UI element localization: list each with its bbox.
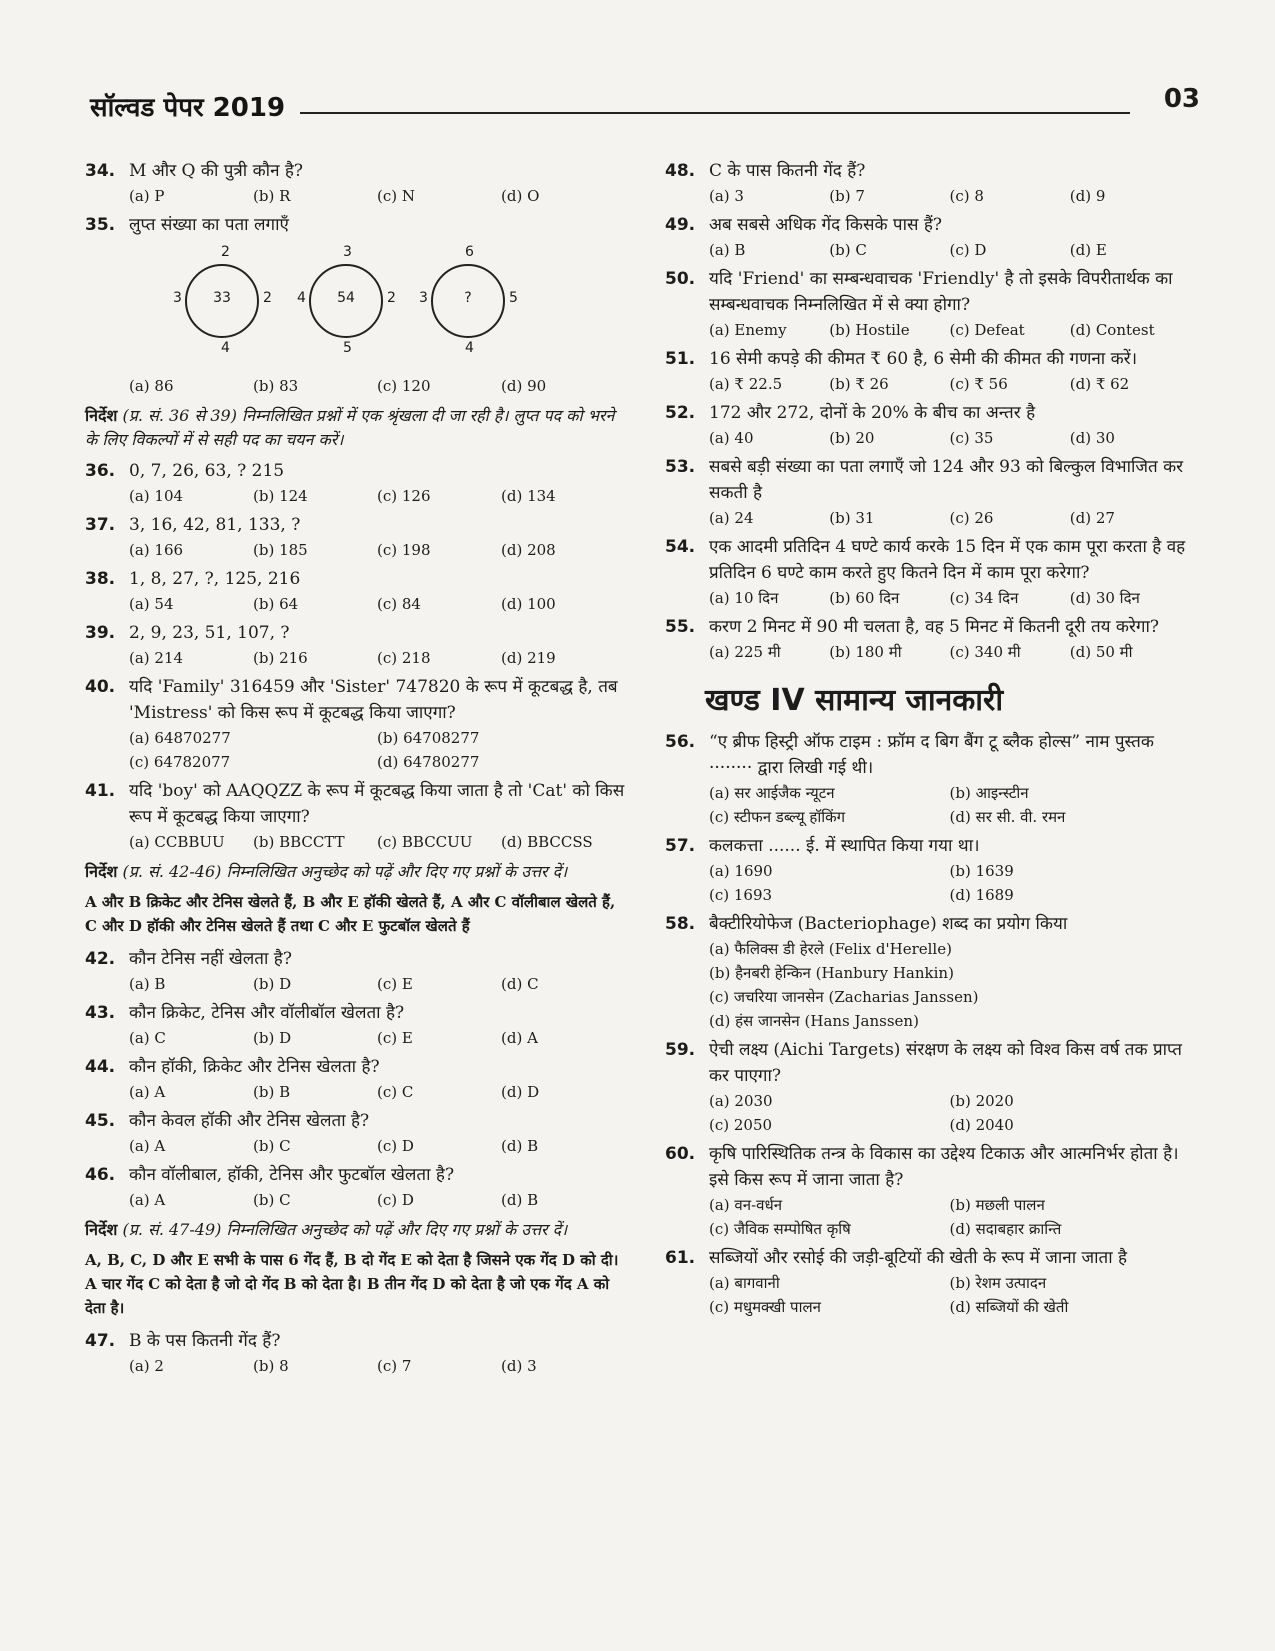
- option-a: (a) 40: [709, 429, 754, 447]
- question-text: अब सबसे अधिक गेंद किसके पास हैं?: [709, 215, 943, 235]
- option-d: (d) C: [501, 975, 539, 993]
- option-c: (c) D: [949, 241, 987, 259]
- question-number: 58.: [665, 914, 696, 934]
- direction-text: (प्र. सं. 47-49) निम्नलिखित अनुच्छेद को पढ़ें और दिए गए प्रश्नों के उत्तर दें।: [122, 1220, 568, 1239]
- option-d: (d) 9: [1069, 187, 1106, 205]
- option-a: (a) A: [129, 1191, 166, 1209]
- option-c: (c) N: [377, 187, 415, 205]
- question-number: 56.: [665, 732, 696, 752]
- question-59: [665, 1037, 1190, 1137]
- options: [665, 426, 1190, 450]
- option-a: (a) सर आईजैक न्यूटन: [709, 784, 835, 802]
- options: [85, 538, 625, 562]
- option-b: (b) B: [253, 1083, 291, 1101]
- option-d: (d) BBCCSS: [501, 833, 593, 851]
- option-d: (d) हंस जानसेन (Hans Janssen): [709, 1012, 919, 1030]
- question-43: [85, 1000, 625, 1050]
- circle-2-center: 54: [337, 290, 355, 306]
- question-text: 0, 7, 26, 63, ? 215: [129, 461, 285, 481]
- option-d: (d) 219: [501, 649, 556, 667]
- question-48: [665, 158, 1190, 208]
- question-56: [665, 729, 1190, 829]
- option-b: (b) 1639: [949, 862, 1014, 880]
- option-b: (b) C: [253, 1137, 291, 1155]
- circle-2-right: 2: [387, 290, 396, 306]
- option-a: (a) 104: [129, 487, 184, 505]
- circle-3-top: 6: [465, 244, 474, 260]
- option-c: (c) 8: [949, 187, 984, 205]
- circle-2-top: 3: [343, 244, 352, 260]
- question-54: [665, 534, 1190, 610]
- options: [665, 859, 1190, 907]
- question-number: 45.: [85, 1111, 116, 1131]
- option-a: (a) 3: [709, 187, 744, 205]
- option-b: (b) 8: [253, 1357, 289, 1375]
- option-c: (c) 64782077: [129, 753, 231, 771]
- options: [665, 318, 1190, 342]
- direction-42-46: [85, 860, 625, 884]
- option-c: (c) 340 मी: [949, 643, 1021, 661]
- option-b: (b) C: [253, 1191, 291, 1209]
- option-b: (b) BBCCTT: [253, 833, 345, 851]
- question-text: यदि 'boy' को AAQQZZ के रूप में कूटबद्ध किया जाता है तो 'Cat' को किस रूप में कूटबद्ध किया जाएगा?: [129, 781, 625, 827]
- question-text: करण 2 मिनट में 90 मी चलता है, वह 5 मिनट में कितनी दूरी तय करेगा?: [709, 617, 1160, 637]
- question-47: [85, 1328, 625, 1378]
- options: [665, 184, 1190, 208]
- circle-1-left: 3: [173, 290, 182, 306]
- question-text: 2, 9, 23, 51, 107, ?: [129, 623, 290, 643]
- question-51: [665, 346, 1190, 396]
- option-a: (a) 1690: [709, 862, 773, 880]
- option-d: (d) B: [501, 1137, 539, 1155]
- question-text: ऐची लक्ष्य (Aichi Targets) संरक्षण के लक्ष्य को विश्व किस वर्ष तक प्राप्त कर पाएगा?: [709, 1040, 1182, 1086]
- options: [665, 372, 1190, 396]
- option-b: (b) C: [829, 241, 867, 259]
- option-a: (a) 2030: [709, 1092, 773, 1110]
- option-d: (d) E: [1069, 241, 1107, 259]
- question-text: यदि 'Family' 316459 और 'Sister' 747820 के रूप में कूटबद्ध है, तब 'Mistress' को किस रूप में कूटबद्ध किया जाएगा?: [129, 677, 618, 723]
- question-text: 3, 16, 42, 81, 133, ?: [129, 515, 301, 535]
- option-d: (d) B: [501, 1191, 539, 1209]
- option-c: (c) D: [377, 1191, 414, 1209]
- header-rule: [300, 112, 1130, 114]
- options: [665, 1193, 1190, 1241]
- question-39: [85, 620, 625, 670]
- question-number: 53.: [665, 457, 696, 477]
- option-b: (b) 2020: [949, 1092, 1014, 1110]
- option-d: (d) 208: [501, 541, 556, 559]
- question-34: [85, 158, 625, 208]
- option-c: (c) ₹ 56: [949, 375, 1008, 393]
- page-header: [90, 84, 1200, 128]
- question-text: बैक्टीरियोफेज (Bacteriophage) शब्द का प्रयोग किया: [709, 914, 1068, 934]
- options: [85, 1134, 625, 1158]
- option-d: (d) 134: [501, 487, 556, 505]
- question-text: 172 और 272, दोनों के 20% के बीच का अन्तर है: [709, 403, 1036, 423]
- page-number: 03: [1163, 84, 1200, 114]
- option-c: (c) 1693: [709, 886, 773, 904]
- circle-3-bottom: 4: [465, 340, 474, 356]
- option-a: (a) CCBBUU: [129, 833, 225, 851]
- question-text: 1, 8, 27, ?, 125, 216: [129, 569, 301, 589]
- option-a: (a) बागवानी: [709, 1274, 780, 1292]
- option-b: (b) 31: [829, 509, 875, 527]
- question-52: [665, 400, 1190, 450]
- option-c: (c) 126: [377, 487, 431, 505]
- circle-3-center: ?: [464, 290, 472, 306]
- option-b: (b) रेशम उत्पादन: [949, 1274, 1047, 1292]
- circle-2-left: 4: [297, 290, 306, 306]
- option-a: (a) B: [709, 241, 746, 259]
- question-44: [85, 1054, 625, 1104]
- option-d: (d) 100: [501, 595, 556, 613]
- option-c: (c) D: [377, 1137, 414, 1155]
- option-b: (b) मछली पालन: [949, 1196, 1045, 1214]
- option-d: (d) 64780277: [377, 753, 480, 771]
- question-text: सबसे बड़ी संख्या का पता लगाएँ जो 124 और 93 को बिल्कुल विभाजित कर सकती है: [709, 457, 1184, 503]
- option-a: (a) 24: [709, 509, 754, 527]
- question-number: 57.: [665, 836, 696, 856]
- question-text: M और Q की पुत्री कौन है?: [129, 161, 304, 181]
- circle-puzzle: [129, 244, 625, 364]
- option-c: (c) 7: [377, 1357, 412, 1375]
- question-text: B के पस कितनी गेंद हैं?: [129, 1331, 281, 1351]
- question-60: [665, 1141, 1190, 1241]
- circle-2-bottom: 5: [343, 340, 352, 356]
- option-a: (a) A: [129, 1083, 166, 1101]
- option-c: (c) 218: [377, 649, 431, 667]
- option-b: (b) 180 मी: [829, 643, 902, 661]
- question-41: [85, 778, 625, 854]
- option-b: (b) D: [253, 1029, 292, 1047]
- question-number: 36.: [85, 461, 116, 481]
- passage-1: A और B क्रिकेट और टेनिस खेलते हैं, B और E हॉकी खेलते हैं, A और C वॉलीबाल खेलते हैं, C और D हॉकी और टेनिस खेलते हैं तथा C और E फुटबॉल खेलते हैं: [85, 893, 616, 935]
- options: [85, 184, 625, 208]
- option-a: (a) 2: [129, 1357, 164, 1375]
- option-d: (d) 3: [501, 1357, 537, 1375]
- direction-text: (प्र. सं. 36 से 39) निम्नलिखित प्रश्नों में एक श्रृंखला दी जा रही है। लुप्त पद को भरने के लिए विकल्पों में से सही पद का चयन करें।: [85, 406, 615, 449]
- options: [85, 1026, 625, 1050]
- direction-36-39: [85, 404, 625, 452]
- question-number: 38.: [85, 569, 116, 589]
- question-number: 48.: [665, 161, 696, 181]
- question-number: 55.: [665, 617, 696, 637]
- option-c: (c) E: [377, 1029, 413, 1047]
- question-text: 16 सेमी कपड़े की कीमत ₹ 60 है, 6 सेमी की कीमत की गणना करें।: [709, 349, 1138, 369]
- question-number: 51.: [665, 349, 696, 369]
- option-a: (a) 10 दिन: [709, 589, 779, 607]
- question-number: 60.: [665, 1144, 696, 1164]
- options: [85, 972, 625, 996]
- option-d: (d) A: [501, 1029, 538, 1047]
- question-36: [85, 458, 625, 508]
- option-d: (d) O: [501, 187, 540, 205]
- option-c: (c) 35: [949, 429, 994, 447]
- option-d: (d) 30 दिन: [1069, 589, 1140, 607]
- right-column: [665, 158, 1190, 1323]
- options: [665, 937, 1190, 1033]
- option-c: (c) C: [377, 1083, 414, 1101]
- option-b: (b) 60 दिन: [829, 589, 900, 607]
- option-c: (c) 120: [377, 377, 431, 395]
- options: [85, 484, 625, 508]
- circle-1-right: 2: [263, 290, 272, 306]
- passage-2: A, B, C, D और E सभी के पास 6 गेंद हैं, B दो गेंद E को देता है जिसने एक गेंद D को दी। A चार गेंद C को देता है जो दो गेंद B को देता है। B तीन गेंद D को देता है जो एक गेंद A को देता है।: [85, 1251, 619, 1317]
- question-number: 49.: [665, 215, 696, 235]
- option-d: (d) सदाबहार क्रान्ति: [949, 1220, 1062, 1238]
- option-d: (d) 30: [1069, 429, 1115, 447]
- option-a: (a) 86: [129, 377, 174, 395]
- direction-label: निर्देश: [85, 1220, 118, 1239]
- question-text: “ए ब्रीफ हिस्ट्री ऑफ टाइम : फ्रॉम द बिग बैंग टू ब्लैक होल्स” नाम पुस्तक ········ द्वारा लिखी गई थी।: [709, 732, 1154, 778]
- question-text: एक आदमी प्रतिदिन 4 घण्टे कार्य करके 15 दिन में एक काम पूरा करता है वह प्रतिदिन 6 घण्टे काम करते हुए कितने दिन में काम पूरा करेगा?: [709, 537, 1186, 583]
- option-c: (c) Defeat: [949, 321, 1025, 339]
- option-a: (a) ₹ 22.5: [709, 375, 783, 393]
- option-d: (d) 27: [1069, 509, 1115, 527]
- question-number: 50.: [665, 269, 696, 289]
- option-a: (a) P: [129, 187, 165, 205]
- question-number: 39.: [85, 623, 116, 643]
- question-text: लुप्त संख्या का पता लगाएँ: [129, 215, 289, 235]
- option-a: (a) 54: [129, 595, 174, 613]
- question-number: 41.: [85, 781, 116, 801]
- options: [85, 1354, 625, 1378]
- question-text: कृषि पारिस्थितिक तन्त्र के विकास का उद्देश्य टिकाऊ और आत्मनिर्भर होता है। इसे किस रूप में जाना जाता है?: [709, 1144, 1179, 1190]
- option-a: (a) Enemy: [709, 321, 787, 339]
- options: [85, 1080, 625, 1104]
- option-d: (d) 2040: [949, 1116, 1014, 1134]
- option-a: (a) C: [129, 1029, 166, 1047]
- option-b: (b) 185: [253, 541, 308, 559]
- direction-text: (प्र. सं. 42-46) निम्नलिखित अनुच्छेद को पढ़ें और दिए गए प्रश्नों के उत्तर दें।: [122, 862, 568, 881]
- option-b: (b) ₹ 26: [829, 375, 889, 393]
- direction-label: निर्देश: [85, 406, 118, 425]
- question-number: 43.: [85, 1003, 116, 1023]
- option-b: (b) 64708277: [377, 729, 480, 747]
- options: [665, 238, 1190, 262]
- question-35: [85, 212, 625, 398]
- option-a: (a) B: [129, 975, 166, 993]
- question-number: 44.: [85, 1057, 116, 1077]
- direction-label: निर्देश: [85, 862, 118, 881]
- option-d: (d) सर सी. वी. रमन: [949, 808, 1066, 826]
- question-number: 47.: [85, 1331, 116, 1351]
- header-title: सॉल्वड पेपर 2019: [90, 93, 286, 123]
- option-b: (b) 20: [829, 429, 875, 447]
- option-c: (c) 2050: [709, 1116, 773, 1134]
- question-46: [85, 1162, 625, 1212]
- option-c: (c) 26: [949, 509, 994, 527]
- option-d: (d) सब्जियों की खेती: [949, 1298, 1069, 1316]
- option-c: (c) जैविक सम्पोषित कृषि: [709, 1220, 851, 1238]
- question-61: [665, 1245, 1190, 1319]
- option-d: (d) ₹ 62: [1069, 375, 1130, 393]
- option-a: (a) 225 मी: [709, 643, 781, 661]
- question-number: 46.: [85, 1165, 116, 1185]
- question-number: 61.: [665, 1248, 696, 1268]
- options: [665, 1089, 1190, 1137]
- direction-47-49: [85, 1218, 625, 1242]
- option-c: (c) 84: [377, 595, 421, 613]
- question-number: 42.: [85, 949, 116, 969]
- question-50: [665, 266, 1190, 342]
- options: [665, 586, 1190, 610]
- option-b: (b) 216: [253, 649, 308, 667]
- option-d: (d) 50 मी: [1069, 643, 1133, 661]
- question-38: [85, 566, 625, 616]
- option-d: (d) 90: [501, 377, 547, 395]
- question-number: 59.: [665, 1040, 696, 1060]
- section-heading: खण्ड IV सामान्य जानकारी: [705, 683, 1004, 718]
- question-number: 54.: [665, 537, 696, 557]
- question-45: [85, 1108, 625, 1158]
- question-number: 35.: [85, 215, 116, 235]
- option-a: (a) फैलिक्स डी हेरले (Felix d'Herelle): [709, 940, 952, 958]
- question-number: 40.: [85, 677, 116, 697]
- options: [665, 781, 1190, 829]
- question-40: [85, 674, 625, 774]
- question-text: कौन केवल हॉकी और टेनिस खेलता है?: [129, 1111, 370, 1131]
- question-number: 37.: [85, 515, 116, 535]
- option-b: (b) R: [253, 187, 291, 205]
- circle-3-right: 5: [509, 290, 518, 306]
- option-b: (b) Hostile: [829, 321, 910, 339]
- option-a: (a) 214: [129, 649, 184, 667]
- option-a: (a) A: [129, 1137, 166, 1155]
- option-b: (b) हैनबरी हेन्किन (Hanbury Hankin): [709, 964, 954, 982]
- question-text: कौन क्रिकेट, टेनिस और वॉलीबॉल खेलता है?: [129, 1003, 405, 1023]
- option-a: (a) 166: [129, 541, 184, 559]
- option-c: (c) स्टीफन डब्ल्यू हॉकिंग: [709, 808, 846, 826]
- options: [85, 1188, 625, 1212]
- options: [85, 726, 625, 774]
- options: [665, 1271, 1190, 1319]
- option-b: (b) 64: [253, 595, 299, 613]
- question-text: कलकत्ता ...... ई. में स्थापित किया गया था।: [709, 836, 980, 856]
- option-c: (c) मधुमक्खी पालन: [709, 1298, 821, 1316]
- question-number: 34.: [85, 161, 116, 181]
- options: [85, 830, 625, 854]
- question-text: कौन हॉकी, क्रिकेट और टेनिस खेलता है?: [129, 1057, 380, 1077]
- option-a: (a) 64870277: [129, 729, 231, 747]
- question-53: [665, 454, 1190, 530]
- question-text: यदि 'Friend' का सम्बन्धवाचक 'Friendly' है तो इसके विपरीतार्थक का सम्बन्धवाचक निम्नलिखित में से क्या होगा?: [709, 269, 1173, 315]
- circle-3-left: 3: [419, 290, 428, 306]
- question-42: [85, 946, 625, 996]
- question-57: [665, 833, 1190, 907]
- option-c: (c) BBCCUU: [377, 833, 473, 851]
- circle-1-bottom: 4: [221, 340, 230, 356]
- option-d: (d) D: [501, 1083, 540, 1101]
- question-text: सब्जियों और रसोई की जड़ी-बूटियों की खेती के रूप में जाना जाता है: [709, 1248, 1128, 1268]
- option-a: (a) वन-वर्धन: [709, 1196, 783, 1214]
- question-text: कौन टेनिस नहीं खेलता है?: [129, 949, 292, 969]
- option-c: (c) जचरिया जानसेन (Zacharias Janssen): [709, 988, 979, 1006]
- circle-1-center: 33: [213, 290, 231, 306]
- circle-1-top: 2: [221, 244, 230, 260]
- question-number: 52.: [665, 403, 696, 423]
- option-c: (c) 34 दिन: [949, 589, 1019, 607]
- option-b: (b) 83: [253, 377, 299, 395]
- options: [85, 592, 625, 616]
- options: [85, 374, 625, 398]
- question-text: C के पास कितनी गेंद हैं?: [709, 161, 866, 181]
- option-b: (b) D: [253, 975, 292, 993]
- question-text: कौन वॉलीबाल, हॉकी, टेनिस और फुटबॉल खेलता है?: [129, 1165, 455, 1185]
- left-column: [85, 158, 625, 1382]
- options: [665, 640, 1190, 664]
- option-d: (d) 1689: [949, 886, 1014, 904]
- option-b: (b) आइन्स्टीन: [949, 784, 1029, 802]
- question-49: [665, 212, 1190, 262]
- option-d: (d) Contest: [1069, 321, 1155, 339]
- option-c: (c) E: [377, 975, 413, 993]
- option-b: (b) 124: [253, 487, 308, 505]
- question-55: [665, 614, 1190, 664]
- option-b: (b) 7: [829, 187, 865, 205]
- question-58: [665, 911, 1190, 1033]
- question-37: [85, 512, 625, 562]
- option-c: (c) 198: [377, 541, 431, 559]
- options: [665, 506, 1190, 530]
- options: [85, 646, 625, 670]
